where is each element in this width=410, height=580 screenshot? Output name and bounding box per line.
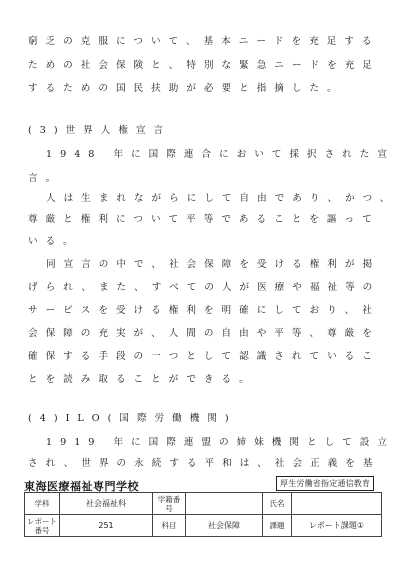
text-line-11: げられ、また、すべての人が医療や福祉等の [28, 282, 381, 293]
text-line-14: 確保する手段の一つとして認識されているこ [28, 351, 380, 362]
text-line-15: とを読み取ることができる。 [28, 374, 257, 385]
text-line-9: いる。 [28, 236, 81, 247]
text-line-1: 窮乏の克服について、基本ニードを充足する [28, 36, 380, 47]
text-line-7: 人は生まれながらにして自由であり、かつ、 [46, 193, 398, 204]
subject-value: 社会保障 [186, 515, 263, 537]
text-line-3: するための国民扶助が必要と指摘した。 [28, 83, 345, 94]
text-line-5: 1948 年に国際連合において採択された宣 [46, 149, 395, 160]
assignment-value: レポート課題① [292, 515, 382, 537]
report-no-label: レポート番号 [25, 515, 60, 537]
text-line-10: 同宣言の中で、社会保障を受ける権利が掲 [46, 259, 381, 270]
department-label: 学科 [25, 493, 60, 515]
student-no-label: 学籍番号 [153, 493, 186, 515]
student-no-field[interactable] [186, 493, 263, 515]
text-line-13: 会保障の充実が、人間の自由や平等、尊厳を [28, 328, 380, 339]
text-line-2: ための社会保険と、特別な緊急ニードを充足 [28, 60, 380, 71]
text-line-6: 言。 [28, 173, 64, 184]
text-line-17: 1919 年に国際連盟の姉妹機関として設立 [46, 437, 395, 448]
text-line-8: 尊厳と権利について平等であることを謳って [28, 214, 380, 225]
report-no-value: 251 [60, 515, 153, 537]
name-field[interactable] [292, 493, 382, 515]
text-line-12: サービスを受ける権利を明確にしており、社 [28, 305, 380, 316]
accreditation-badge: 厚生労働省指定通信教育 [276, 476, 374, 491]
department-value: 社会福祉科 [60, 493, 153, 515]
text-line-18: され、世界の永続する平和は、社会正義を基 [28, 458, 381, 469]
assignment-label: 課題 [263, 515, 292, 537]
report-info-form [24, 492, 382, 537]
section-heading-4: (4)ILO(国際労働機関) [28, 413, 237, 424]
subject-label: 科目 [153, 515, 186, 537]
section-heading-3: (3)世界人権宣言 [28, 125, 172, 136]
name-label: 氏名 [263, 493, 292, 515]
school-name: 東海医療福祉専門学校 [24, 480, 139, 493]
